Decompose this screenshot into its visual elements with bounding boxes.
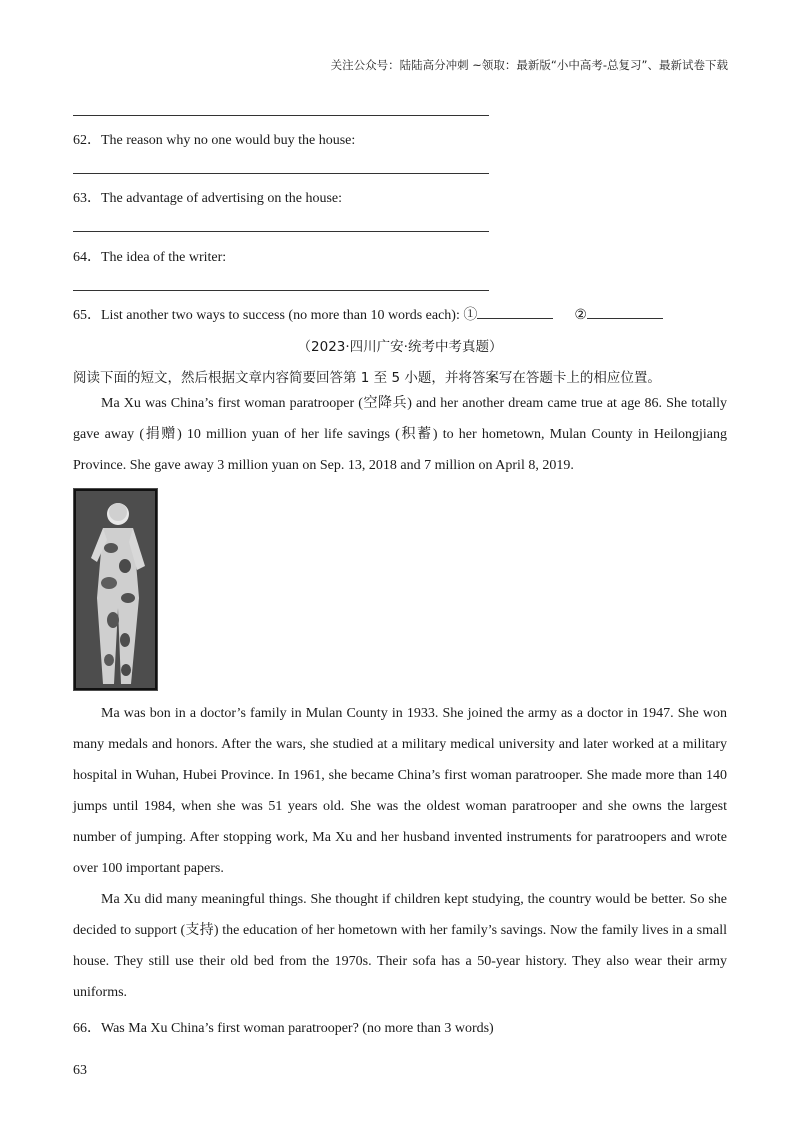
question-63: 63．The advantage of advertising on the house: — [73, 191, 343, 206]
question-62: 62．The reason why no one would buy the house: — [73, 133, 356, 148]
ma-xu-photo — [73, 488, 158, 691]
answer-line[interactable] — [73, 231, 489, 232]
question-66: 66．Was Ma Xu China’s first woman paratrooper? (no more than 3 words) — [73, 1021, 494, 1036]
passage-paragraph-2: Ma was bon in a doctor’s family in Mulan County in 1933. She joined the army as a doctor in 1947. She won many medals and honors. After the wars, she studied at a military medical university and later worked at a military hospital in Wuhan, Hubei Province. In 1961, she became China’s first woman paratrooper. She made more than 140 jumps until 1984, when she was 51 years old. She was the oldest woman paratrooper and she owns the largest number of jumping. After stopping work, Ma Xu and her husband invented instruments for paratroopers and wrote over 100 important papers. — [73, 706, 727, 876]
question-65-text: 65．List another two ways to success (no more than 10 words each): ① — [73, 308, 478, 323]
question-64: 64．The idea of the writer: — [73, 250, 227, 265]
header-promo-note: 关注公众号：陆陆高分冲刺 ~领取：最新版“小中高考-总复习”、最新试卷下载 — [330, 58, 728, 72]
answer-blank-1[interactable] — [477, 306, 553, 319]
answer-line[interactable] — [73, 290, 489, 291]
passage-paragraph-3: Ma Xu did many meaningful things. She thought if children kept studying, the country would be better. So she decided to support (支持) the education of her hometown with her family’s savings. Now the family lives in a small house. They still use their old bed from the 1970s. Their sofa has a 50-year history. They also wear their army uniforms. — [73, 892, 727, 1000]
passage-source: （2023·四川广安·统考中考真题） — [297, 339, 503, 355]
passage-paragraph-1: Ma Xu was China’s first woman paratrooper (空降兵) and her another dream came true at age 86. She totally gave away (捐赠) 10 million yuan of her life savings (积蓄) to her hometown, Mulan County in Heilongjiang Province. She gave away 3 million yuan on Sep. 13, 2018 and 7 million on April 8, 2019. — [73, 396, 727, 473]
passage-instruction: 阅读下面的短文，然后根据文章内容简要回答第 1 至 5 小题，并将答案写在答题卡上的相应位置。 — [73, 370, 661, 386]
ma-xu-photo-image — [73, 488, 158, 691]
question-65 — [73, 304, 663, 324]
question-65-mark-2: ② — [574, 308, 587, 323]
answer-line[interactable] — [73, 173, 489, 174]
answer-blank-2[interactable] — [587, 306, 663, 319]
answer-line[interactable] — [73, 115, 489, 116]
page-number: 63 — [73, 1063, 87, 1078]
